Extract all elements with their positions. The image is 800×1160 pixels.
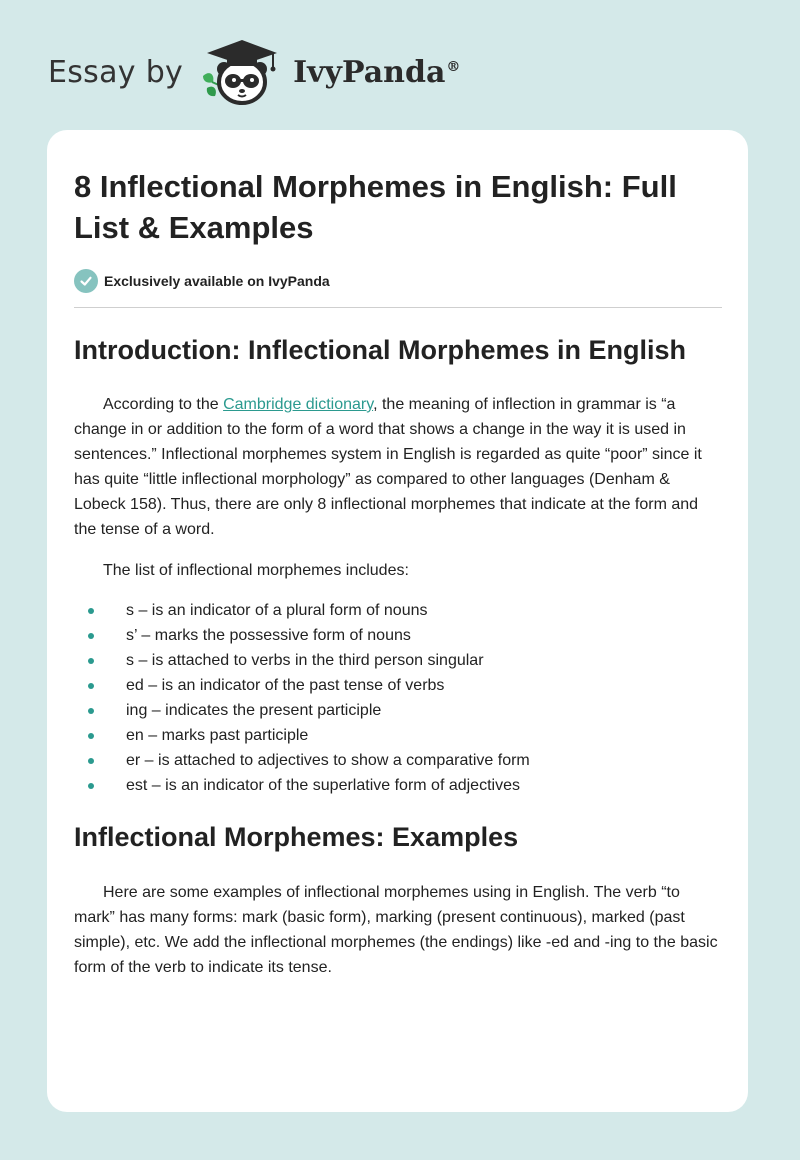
- panda-logo-icon: [199, 36, 289, 108]
- section-heading-introduction: Introduction: Inflectional Morphemes in English: [74, 335, 687, 365]
- list-item: ing – indicates the present participle: [74, 698, 722, 723]
- page-title: 8 Inflectional Morphemes in English: Full List & Examples: [74, 169, 677, 245]
- bullet-dot: [88, 733, 94, 739]
- brand-name: IvyPanda®: [293, 54, 461, 90]
- list-item: en – marks past participle: [74, 723, 722, 748]
- cambridge-dictionary-link[interactable]: Cambridge dictionary: [223, 396, 374, 413]
- title-divider: [74, 307, 722, 308]
- list-item: ed – is an indicator of the past tense of verbs: [74, 673, 722, 698]
- check-icon: [74, 269, 98, 293]
- list-item: er – is attached to adjectives to show a comparative form: [74, 748, 722, 773]
- examples-paragraph: Here are some examples of inflectional morphemes using in English. The verb “to mark” has many forms: mark (basic form), marking (present continuous), marked (past simple), etc. We add the inflectional morphemes (the endings) like -ed and -ing to the basic form of the verb to indicate its tense.: [74, 884, 718, 976]
- essay-content: [74, 166, 722, 980]
- section-heading-examples: Inflectional Morphemes: Examples: [74, 822, 519, 852]
- essay-by-label: Essay by: [48, 54, 184, 90]
- bullet-dot: [88, 658, 94, 664]
- registered-mark: ®: [446, 58, 461, 75]
- exclusive-badge: [74, 268, 722, 294]
- list-item: s – is an indicator of a plural form of nouns: [74, 598, 722, 623]
- bullet-dot: [88, 758, 94, 764]
- site-header: [48, 36, 460, 108]
- morpheme-list: [74, 598, 722, 798]
- bullet-dot: [88, 633, 94, 639]
- bullet-dot: [88, 783, 94, 789]
- bullet-dot: [88, 708, 94, 714]
- list-intro-paragraph: The list of inflectional morphemes includes:: [103, 562, 409, 579]
- list-item: s’ – marks the possessive form of nouns: [74, 623, 722, 648]
- list-item: est – is an indicator of the superlative form of adjectives: [74, 773, 722, 798]
- bullet-dot: [88, 608, 94, 614]
- list-item: s – is attached to verbs in the third person singular: [74, 648, 722, 673]
- bullet-dot: [88, 683, 94, 689]
- intro-paragraph: According to the Cambridge dictionary, the meaning of inflection in grammar is “a change in or addition to the form of a word that shows a change in the way it is used in sentences.” Inflectional morphemes system in English is regarded as quite “poor” since it has quite “little inflectional morphology” as compared to other languages (Denham & Lobeck 158). Thus, there are only 8 inflectional morphemes that indicate at the form and the tense of a word.: [74, 396, 702, 538]
- exclusive-badge-text: Exclusively available on IvyPanda: [104, 273, 330, 289]
- essay-card: [47, 130, 748, 1112]
